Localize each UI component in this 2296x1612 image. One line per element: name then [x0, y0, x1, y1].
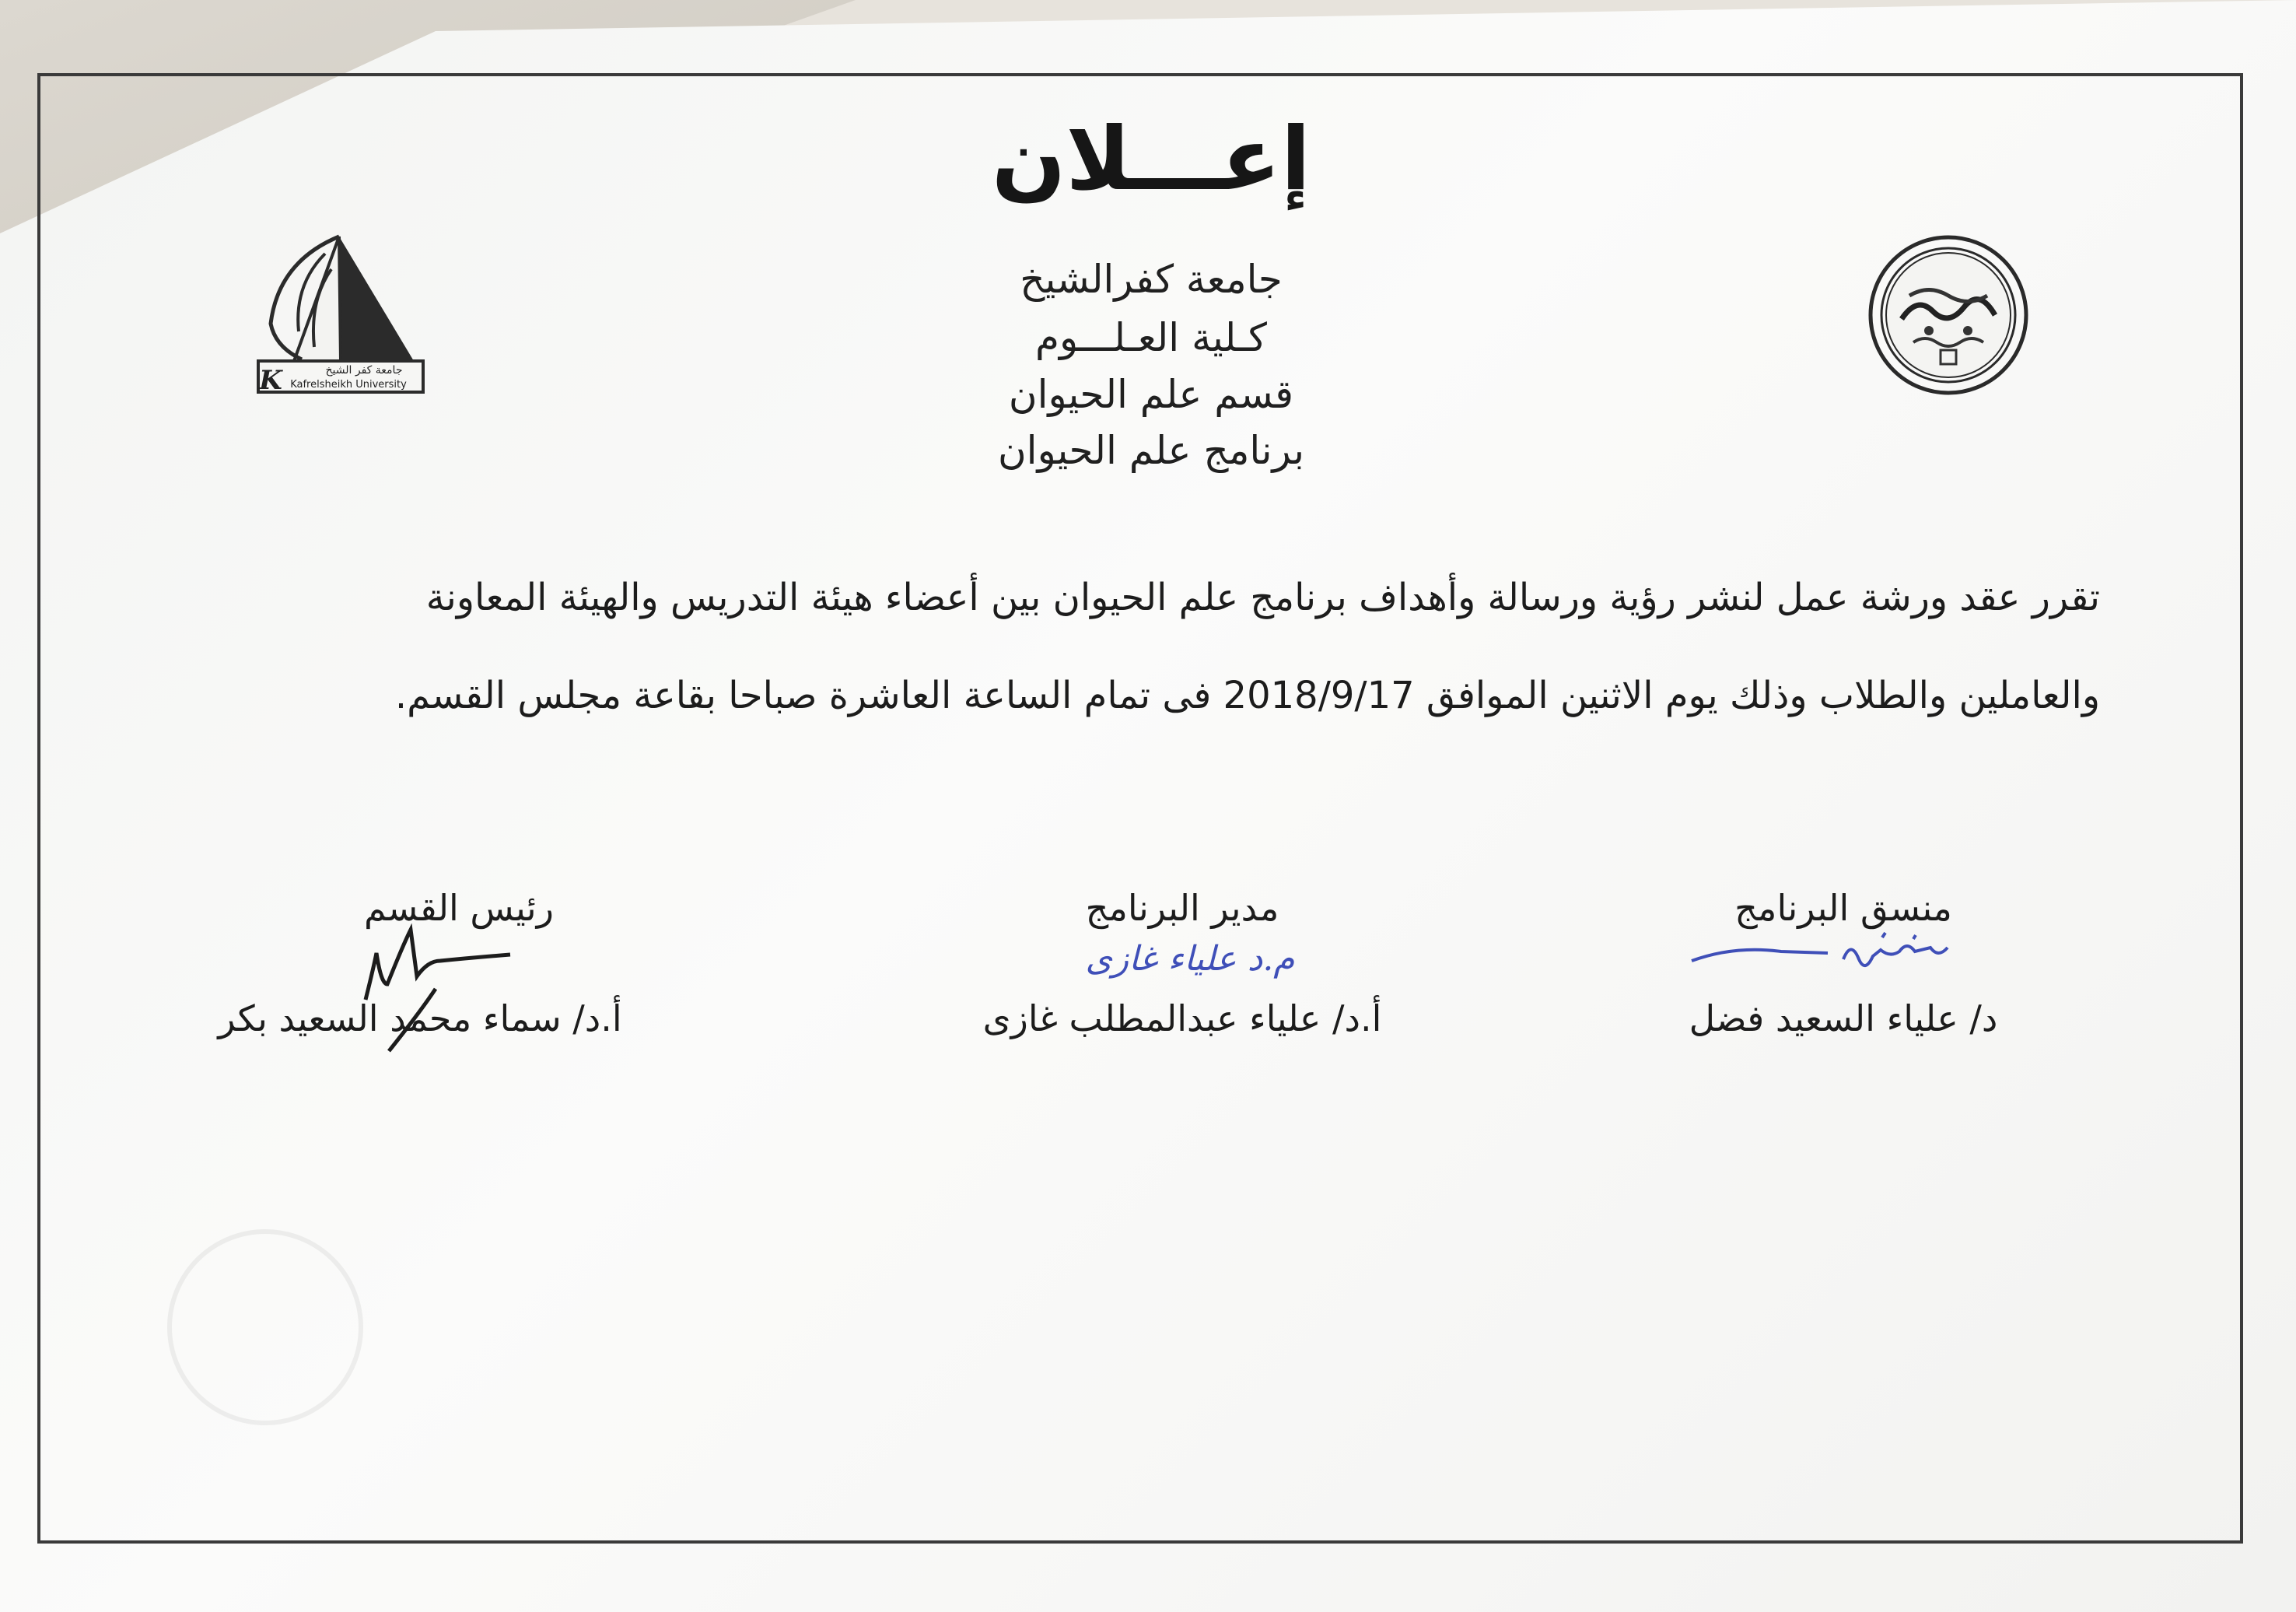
- university-logo-caption: Kafrelsheikh University: [290, 379, 407, 391]
- faculty-seal-logo: [1867, 233, 2030, 397]
- announcement-body-line-1: تقرر عقد ورشة عمل لنشر رؤية ورسالة وأهداف برنامج علم الحيوان بين أعضاء هيئة التدريس والهيئة المعاونة: [425, 576, 2100, 619]
- university-name: جامعة كفرالشيخ: [1020, 257, 1283, 302]
- signatory-coordinator-name: د/ علياء السعيد فضل: [1689, 997, 1998, 1039]
- department-name: قسم علم الحيوان: [1008, 372, 1294, 417]
- program-name: برنامج علم الحيوان: [997, 428, 1305, 473]
- announcement-body-line-2: والعاملين والطلاب وذلك يوم الاثنين الموافق 2018/9/17 فى تمام الساعة العاشرة صباحا بقاعة مجلس القسم.: [394, 674, 2100, 717]
- signatory-head-name: أ.د/ سماء محمد السعيد بكر: [218, 997, 622, 1039]
- university-logo-arabic: جامعة كفر الشيخ: [325, 364, 403, 377]
- signatory-coordinator-title: منسق البرنامج: [1734, 887, 1952, 929]
- announcement-title: إعـــلان: [991, 109, 1311, 210]
- university-logo-letter: K: [259, 365, 282, 396]
- signatory-coordinator-signature: [1688, 930, 1976, 984]
- signatory-director-title: مدير البرنامج: [1085, 887, 1279, 929]
- signatory-head-title: رئيس القسم: [364, 887, 554, 929]
- university-logo: [247, 230, 434, 397]
- signatory-director-signature: [988, 930, 1392, 992]
- signatory-director-handwriting: م.د علياء غازى: [1085, 939, 1295, 979]
- faded-stamp-mark: [167, 1229, 363, 1425]
- signatory-director-name: أ.د/ علياء عبدالمطلب غازى: [982, 997, 1382, 1039]
- faculty-name: كـلية العـلـــوم: [1035, 315, 1267, 360]
